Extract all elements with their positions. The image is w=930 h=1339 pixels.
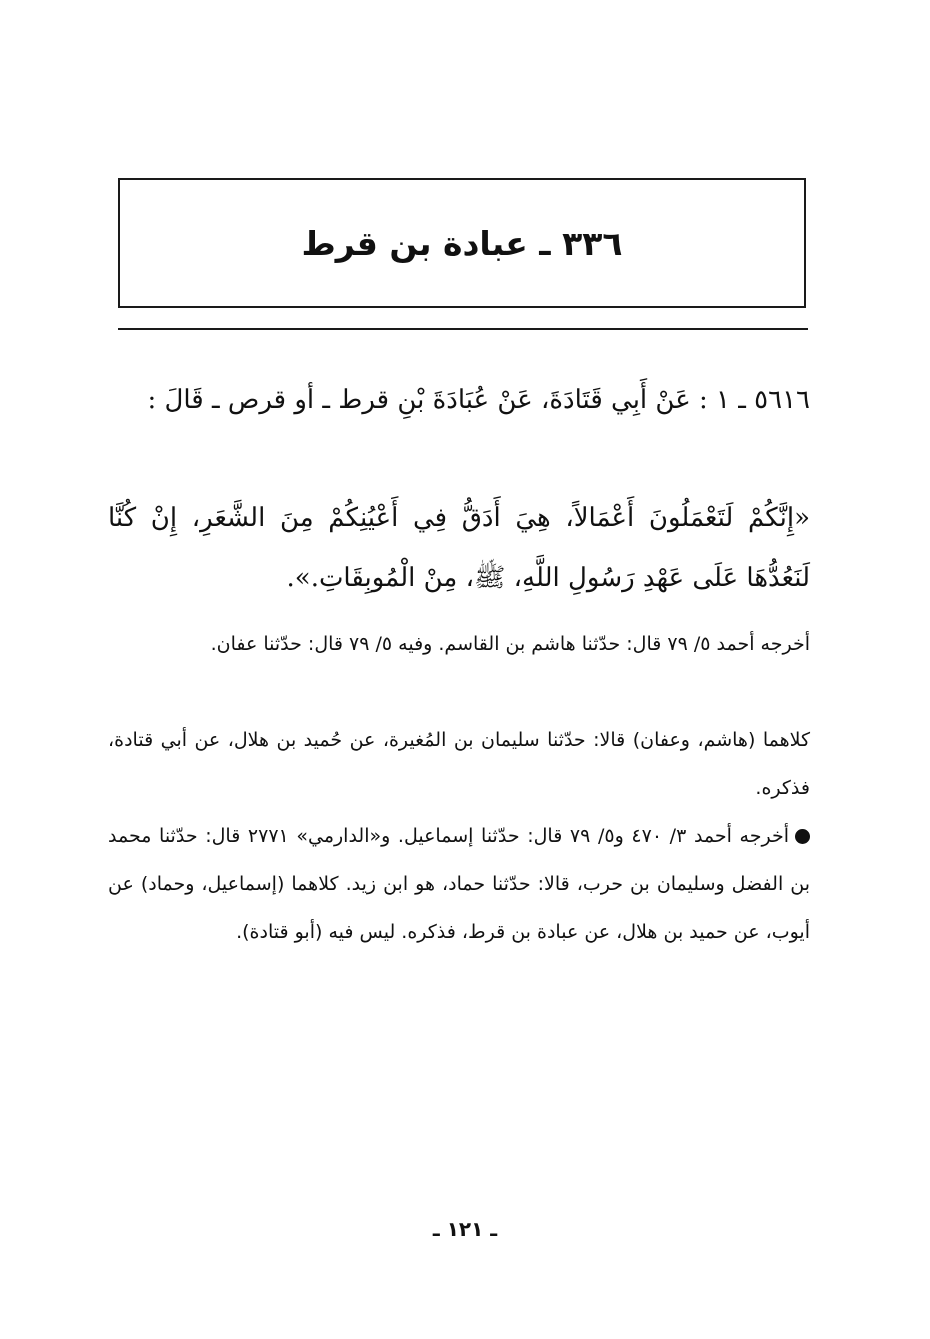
hadith-text: «إِنَّكُمْ لَتَعْمَلُونَ أَعْمَالاً، هِيَ أَدَقُّ فِي أَعْيُنِكُمْ مِنَ الشَّعَرِ، إِنْ كُنَّا لَنَعُدُّهَا عَلَى عَهْدِ رَسُولِ اللَّهِ، ﷺ، مِنْ الْمُوبِقَاتِ.».	[108, 503, 810, 593]
takhrij-paragraph-3: أخرجه أحمد ٣/ ٤٧٠ و٥/ ٧٩ قال: حدّثنا إسماعيل. و«الدارمي» ٢٧٧١ قال: حدّثنا محمد بن الفضل وسليمان بن حرب، قالا: حدّثنا حماد، هو ابن زيد. كلاهما (إسماعيل، وحماد) عن أيوب، عن حميد بن هلال، عن عبادة بن قرط، فذكره. ليس فيه (أبو قتادة).	[108, 825, 810, 943]
heading-divider	[118, 328, 808, 330]
page-number: ـ ١٢١ ـ	[432, 1217, 498, 1241]
takhrij-paragraph-1: أخرجه أحمد ٥/ ٧٩ قال: حدّثنا هاشم بن القاسم. وفيه ٥/ ٧٩ قال: حدّثنا عفان.	[210, 633, 810, 655]
hadith-intro: ٥٦١٦ ـ ١ : عَنْ أَبِي قَتَادَةَ، عَنْ عُبَادَةَ بْنِ قرط ـ أو قرص ـ قَالَ :	[147, 385, 810, 415]
bullet-icon	[795, 829, 810, 844]
takhrij-paragraph-2: كلاهما (هاشم، وعفان) قالا: حدّثنا سليمان بن المُغيرة، عن حُميد بن هلال، عن أبي قتادة، فذكره.	[108, 729, 810, 799]
chapter-heading: ٣٣٦ ـ عبادة بن قرط	[301, 223, 623, 263]
takhrij-paragraph-3-container	[108, 812, 810, 956]
chapter-heading-box	[118, 178, 806, 308]
